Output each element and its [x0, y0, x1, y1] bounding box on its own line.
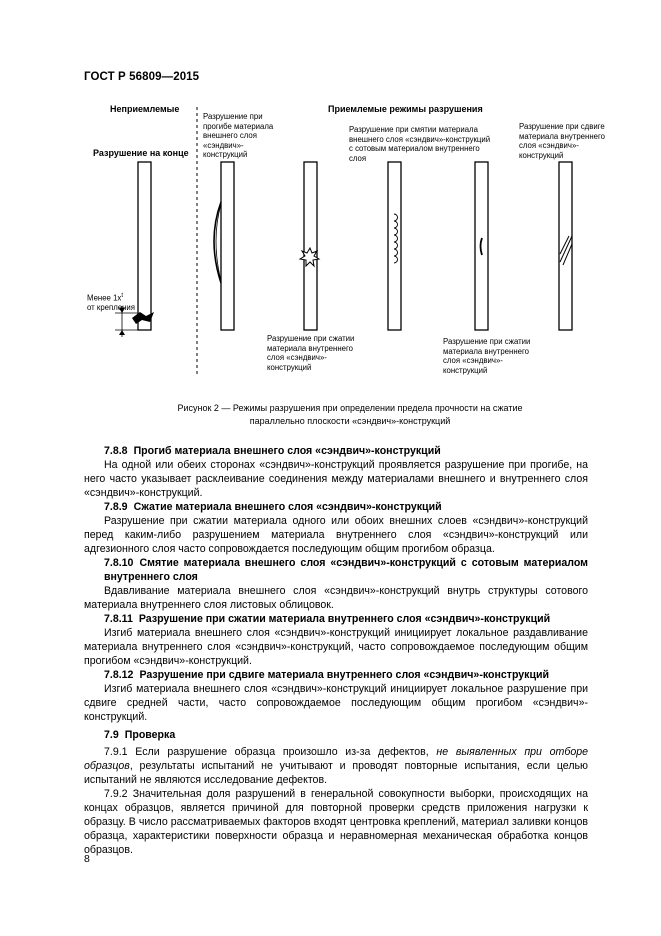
document-header: ГОСТ Р 56809—2015 — [84, 71, 200, 83]
specimen-shear — [559, 162, 572, 330]
heading-7-8-9: 7.8.9 Сжатие материала внешнего слоя «сэндвич»-конструкций — [104, 501, 442, 513]
specimen-comp1 — [304, 162, 317, 330]
para-7-9-2: 7.9.2 Значительная доля разрушений в генеральной совокупности выборки, происходящих на концах образцов, является причиной для повторной проверки средств приложения нагрузки к образцу. В число рассматриваемых факторов входят центровка креплений, материал заливки концов образца, характеристики поверхности образца и неравномерная механическая обработка концов образцов. — [84, 788, 588, 856]
heading-7-9: 7.9 Проверка — [104, 729, 176, 741]
grip-distance-label: Менее $1х^t$ от крепления — [87, 293, 135, 313]
label-bend: Разрушение при прогибе материала внешнего слоя «сэндвич»- конструкций — [203, 112, 274, 159]
specimen-crush — [388, 162, 401, 330]
para-7-8-10: Вдавливание материала внешнего слоя «сэндвич»-конструкций внутрь структуры сотового материала внутреннего слоя листовых облицовок. — [84, 585, 588, 611]
para-7-8-9: Разрушение при сжатии материала одного или обоих внешних слоев «сэндвич»-конструкций перед каким-либо разрушением материала внутреннего слоя «сэндвич»-конструкций или адгезионного слоя часто сопровождается последующим общим прогибом образца. — [84, 515, 588, 555]
heading-7-8-12: 7.8.12 Разрушение при сдвиге материала внутреннего слоя «сэндвич»-конструкций — [104, 669, 550, 681]
label-comp1: Разрушение при сжатии материала внутреннего слоя «сэндвич»- конструкций — [267, 334, 355, 372]
label-crush: Разрушение при смятии материала внешнего слоя «сэндвич»-конструкций с сотовым материалом внутреннего слоя — [349, 125, 491, 163]
page-number: 8 — [84, 853, 90, 865]
end-failure-label: Разрушение на конце — [93, 148, 189, 158]
section-text — [84, 444, 588, 857]
heading-acceptable: Приемлемые режимы разрушения — [328, 104, 483, 114]
label-comp2: Разрушение при сжатии материала внутреннего слоя «сэндвич»- конструкций — [443, 337, 531, 375]
heading-7-8-11: 7.8.11 Разрушение при сжатии материала внутреннего слоя «сэндвич»-конструкций — [104, 613, 551, 625]
para-7-8-8: На одной или обеих сторонах «сэндвич»-конструкций проявляется разрушение при прогибе, на него часто указывает расклеивание соединения между материалами внешнего и внутреннего слоя «сэндвич»-конструкций. — [84, 459, 588, 499]
bend-failure-mark — [214, 202, 221, 283]
para-7-9-1: 7.9.1 Если разрушение образца произошло из-за дефектов, не выявленных при отборе образцов, результаты испытаний не учитывают и проводят повторные испытания, если целью испытаний не являются исследование дефектов. — [84, 746, 588, 786]
specimen-comp2 — [475, 162, 488, 330]
para-7-8-12: Изгиб материала внешнего слоя «сэндвич»-конструкций инициирует локальное разрушение при сдвиге средней части, часто сопровождаемое последующим общим прогибом «сэндвич»-конструкций. — [84, 683, 588, 723]
specimen-bend — [221, 162, 234, 330]
heading-7-8-10: 7.8.10 Смятие материала внешнего слоя «сэндвич»-конструкций с сотовым материалом внутреннего слоя — [104, 557, 588, 583]
figure-caption: Рисунок 2 — Режимы разрушения при определении предела прочности на сжатие параллельно плоскости «сэндвич»-конструкций — [177, 403, 523, 426]
heading-unacceptable: Неприемлемые — [110, 104, 180, 114]
label-shear: Разрушение при сдвиге материала внутреннего слоя «сэндвич»- конструкций — [519, 122, 605, 160]
heading-7-8-8: 7.8.8 Прогиб материала внешнего слоя «сэндвич»-конструкций — [104, 445, 441, 457]
specimen-end-failure — [138, 162, 151, 330]
para-7-8-11: Изгиб материала внешнего слоя «сэндвич»-конструкций инициирует локальное раздавливание материала внутреннего слоя «сэндвич»-конструкций, часто сопровождаемое последующим общим прогибом «сэндвич»-конструкций. — [84, 627, 588, 667]
